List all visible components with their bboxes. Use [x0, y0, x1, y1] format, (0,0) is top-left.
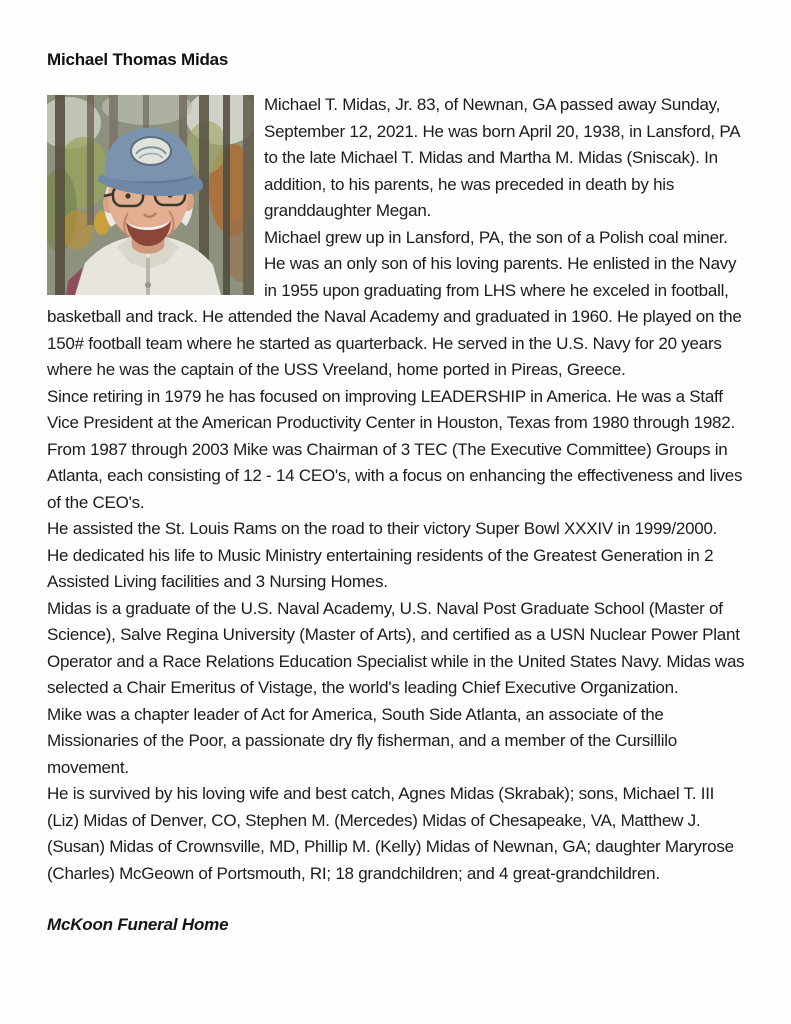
- funeral-home-name: McKoon Funeral Home: [47, 915, 229, 934]
- obituary-paragraph-7: Midas is a graduate of the U.S. Naval Academy, U.S. Naval Post Graduate School (Master of Science), Salve Regina University (Master of Arts), and certified as a USN Nuclear Power Plant Operator and a Race Relations Education Specialist while in the United States Navy. Midas was selected a Chair Emeritus of Vistage, the world's leading Chief Executive Organization.: [47, 598, 745, 697]
- obituary-paragraph-2: Michael grew up in Lansford, PA, the son of a Polish coal miner. He was an only son of his loving parents. He enlisted in the Navy in 1955 upon graduating from LHS where he exceled in football, basketball and track. He attended the Naval Academy and graduated in 1960. He played on the 150# football team where he started as quarterback. He served in the U.S. Navy for 20 years where he was the captain of the USS Vreeland, home ported in Pireas, Greece.: [47, 227, 742, 379]
- obituary-body: [47, 92, 745, 887]
- obituary-paragraph-5: He assisted the St. Louis Rams on the road to their victory Super Bowl XXXIV in 1999/2000.: [47, 519, 718, 538]
- obituary-paragraph-8: Mike was a chapter leader of Act for America, South Side Atlanta, an associate of the Missionaries of the Poor, a passionate dry fly fisherman, and a member of the Cursillilo movement.: [47, 704, 677, 777]
- obituary-paragraph-4: From 1987 through 2003 Mike was Chairman of 3 TEC (The Executive Committee) Groups in Atlanta, each consisting of 12 - 14 CEO's, with a focus on enhancing the effectiveness and lives of the CEO's.: [47, 439, 743, 512]
- obituary-paragraph-9: He is survived by his loving wife and best catch, Agnes Midas (Skrabak); sons, Michael T. III (Liz) Midas of Denver, CO, Stephen M. (Mercedes) Midas of Chesapeake, VA, Matthew J. (Susan) Midas of Crownsville, MD, Phillip M. (Kelly) Midas of Newnan, GA; daughter Maryrose (Charles) McGeown of Portsmouth, RI; 18 grandchildren; and 4 great-grandchildren.: [47, 784, 734, 883]
- portrait-photo: [47, 95, 254, 295]
- obituary-paragraph-6: He dedicated his life to Music Ministry entertaining residents of the Greatest Generation in 2 Assisted Living facilities and 3 Nursing Homes.: [47, 545, 714, 591]
- obituary-paragraph-1: Michael T. Midas, Jr. 83, of Newnan, GA passed away Sunday, September 12, 2021. He was born April 20, 1938, in Lansford, PA to the late Michael T. Midas and Martha M. Midas (Sniscak). In addition, to his parents, he was preceded in death by his granddaughter Megan.: [264, 95, 740, 220]
- obituary-paragraph-3: Since retiring in 1979 he has focused on improving LEADERSHIP in America. He was a Staff Vice President at the American Productivity Center in Houston, Texas from 1980 through 1982.: [47, 386, 735, 432]
- portrait-photo-illustration: [47, 95, 254, 295]
- page-title: Michael Thomas Midas: [47, 50, 229, 69]
